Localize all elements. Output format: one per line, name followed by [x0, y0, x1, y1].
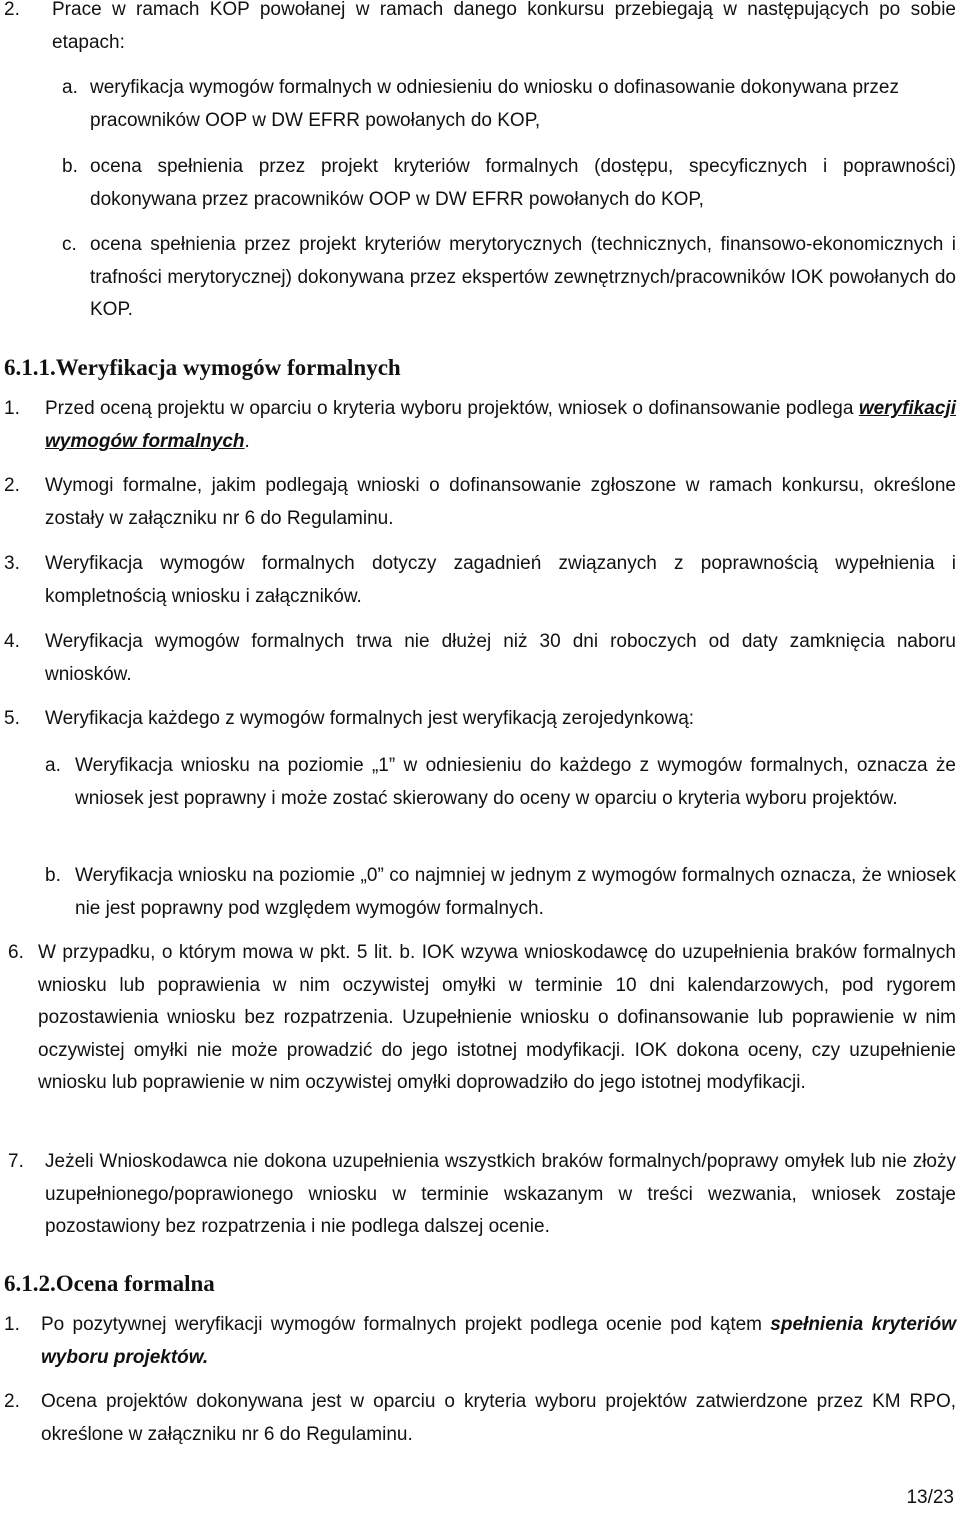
stage-letter-a: a.: [62, 77, 78, 98]
s1-num-5: 5.: [4, 708, 20, 729]
s1-num-3: 3.: [4, 553, 20, 574]
s1-paragraph-5a: Weryfikacja wniosku na poziomie „1” w odniesieniu do każdego z wymogów formalnych, oznacza że wniosek jest poprawny i może zostać skierowany do oceny w oparciu o kryteria wyboru projektów.: [75, 755, 956, 809]
s1-num-1: 1.: [4, 398, 20, 419]
stages-number: 2.: [4, 0, 20, 20]
s1-letter-5b: b.: [45, 865, 61, 886]
emphasis-spelnienia: spełnienia kryteriów wyboru projektów.: [41, 1314, 956, 1368]
s1-paragraph-4: Weryfikacja wymogów formalnych trwa nie dłużej niż 30 dni roboczych od daty zamknięcia naboru wniosków.: [45, 631, 956, 685]
s1-paragraph-6: W przypadku, o którym mowa w pkt. 5 lit. b. IOK wzywa wnioskodawcę do uzupełnienia braków formalnych wniosku lub poprawienia w nim oczywistej omyłki w terminie 10 dni kalendarzowych, pod rygorem pozostawienia wniosku bez rozpatrzenia. Uzupełnienie wniosku o dofinansowanie lub poprawienie w nim oczywistej omyłki nie może prowadzić do jego istotnej modyfikacji. IOK dokona oceny, czy uzupełnienie wniosku lub poprawienie w nim oczywistej omyłki doprowadziło do jego istotnej modyfikacji.: [38, 942, 956, 1093]
stage-item-b: ocena spełnienia przez projekt kryteriów formalnych (dostępu, specyficznych i poprawności) dokonywana przez pracowników OOP w DW EFRR powołanych do KOP,: [90, 156, 956, 210]
s1-num-7: 7.: [8, 1151, 24, 1172]
s2-paragraph-2: Ocena projektów dokonywana jest w oparciu o kryteria wyboru projektów zatwierdzone przez KM RPO, określone w załączniku nr 6 do Regulaminu.: [41, 1391, 956, 1445]
stage-item-c: ocena spełnienia przez projekt kryteriów merytorycznych (technicznych, finansowo-ekonomicznych i trafności merytorycznej) dokonywana przez ekspertów zewnętrznych/pracowników IOK powołanych do KOP.: [90, 234, 956, 320]
emphasis-weryfikacji: weryfikacji wymogów formalnych: [45, 398, 956, 452]
stages-intro: Prace w ramach KOP powołanej w ramach danego konkursu przebiegają w następujących po sobie etapach:: [52, 0, 956, 53]
s1-paragraph-2: Wymogi formalne, jakim podlegają wnioski o dofinansowanie zgłoszone w ramach konkursu, określone zostały w załączniku nr 6 do Regulaminu.: [45, 475, 956, 529]
s1-paragraph-5b: Weryfikacja wniosku na poziomie „0” co najmniej w jednym z wymogów formalnych oznacza, że wniosek nie jest poprawny pod względem wymogów formalnych.: [75, 865, 956, 919]
s1-paragraph-1: Przed oceną projektu w oparciu o kryteria wyboru projektów, wniosek o dofinansowanie podlega weryfikacji wymogów formalnych.: [45, 398, 956, 452]
page-number: 13/23: [906, 1487, 954, 1508]
s2-num-1: 1.: [4, 1314, 20, 1335]
s1-num-2: 2.: [4, 475, 20, 496]
s1-num-4: 4.: [4, 631, 20, 652]
s2-paragraph-1: Po pozytywnej weryfikacji wymogów formalnych projekt podlega ocenie pod kątem spełnienia kryteriów wyboru projektów.: [41, 1314, 956, 1368]
stage-item-a: weryfikacja wymogów formalnych w odniesieniu do wniosku o dofinasowanie dokonywana przez pracowników OOP w DW EFRR powołanych do KOP,: [90, 77, 899, 131]
stage-letter-c: c.: [62, 234, 77, 255]
s1-num-6: 6.: [8, 942, 24, 963]
section-heading-ocena-formalna: 6.1.2.Ocena formalna: [4, 1271, 215, 1296]
s1-paragraph-7: Jeżeli Wnioskodawca nie dokona uzupełnienia wszystkich braków formalnych/poprawy omyłek lub nie złoży uzupełnionego/poprawionego wniosku w terminie wskazanym w treści wezwania, wniosek zostaje pozostawiony bez rozpatrzenia i nie podlega dalszej ocenie.: [45, 1151, 956, 1237]
stage-letter-b: b.: [62, 156, 78, 177]
section-heading-weryfikacja: 6.1.1.Weryfikacja wymogów formalnych: [4, 355, 401, 380]
s1-paragraph-5: Weryfikacja każdego z wymogów formalnych jest weryfikacją zerojedynkową:: [45, 708, 695, 729]
s2-num-2: 2.: [4, 1391, 20, 1412]
s1-paragraph-3: Weryfikacja wymogów formalnych dotyczy zagadnień związanych z poprawnością wypełnienia i kompletnością wniosku i załączników.: [45, 553, 956, 607]
s1-letter-5a: a.: [45, 755, 61, 776]
